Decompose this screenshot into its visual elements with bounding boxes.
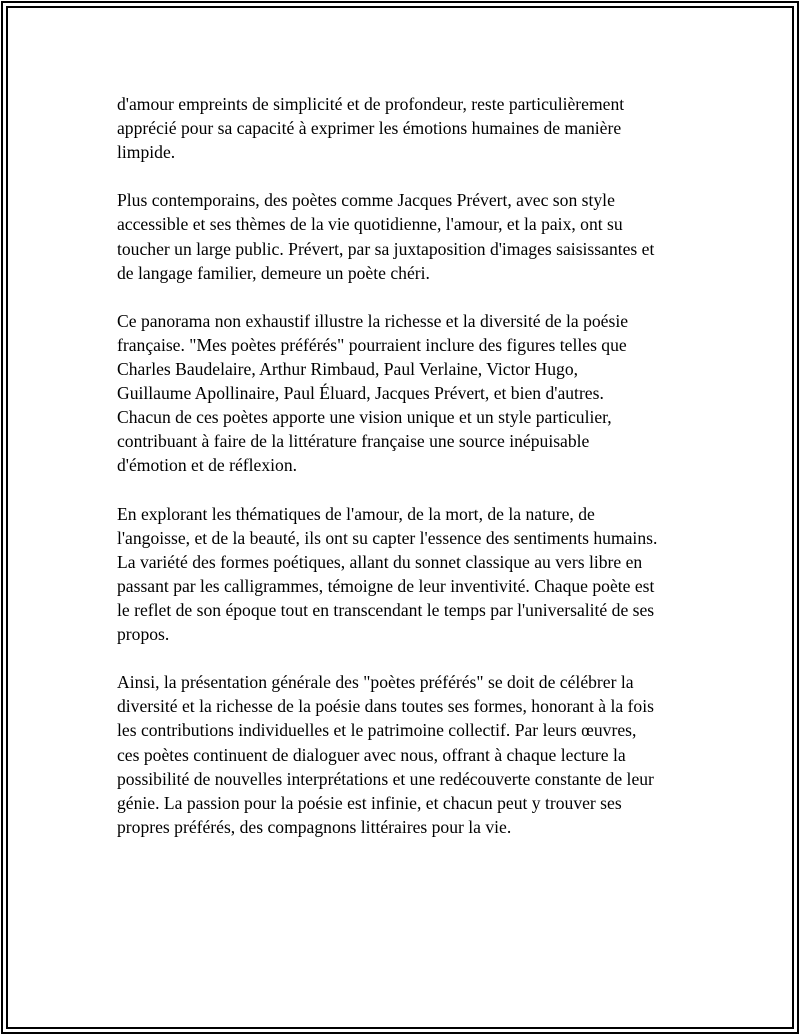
paragraph-baudelaire-conclusion [117, 92, 707, 164]
paragraph-thematiques [117, 502, 707, 647]
paragraph-prevert [117, 188, 707, 284]
text-line: propres préférés, des compagnons littéraires pour la vie. [117, 816, 512, 837]
text-line: l'angoisse, et de la beauté, ils ont su capter l'essence des sentiments humains. [117, 527, 658, 548]
paragraph-panorama [117, 309, 707, 478]
text-line: contribuant à faire de la littérature française une source inépuisable [117, 431, 590, 452]
text-line: génie. La passion pour la poésie est infinie, et chacun peut y trouver ses [117, 792, 622, 813]
text-line: La variété des formes poétiques, allant du sonnet classique au vers libre en [117, 551, 643, 572]
text-line: passant par les calligrammes, témoigne de leur inventivité. Chaque poète est [117, 575, 655, 596]
text-line: accessible et ses thèmes de la vie quotidienne, l'amour, et la paix, ont su [117, 214, 623, 235]
text-line: de langage familier, demeure un poète chéri. [117, 262, 430, 283]
text-line: Guillaume Apollinaire, Paul Éluard, Jacques Prévert, et bien d'autres. [117, 383, 604, 404]
text-line: française. "Mes poètes préférés" pourraient inclure des figures telles que [117, 334, 627, 355]
text-line: propos. [117, 624, 170, 645]
text-line: Ce panorama non exhaustif illustre la richesse et la diversité de la poésie [117, 310, 629, 331]
text-line: apprécié pour sa capacité à exprimer les émotions humaines de manière [117, 118, 622, 139]
text-line: Charles Baudelaire, Arthur Rimbaud, Paul Verlaine, Victor Hugo, [117, 359, 579, 380]
text-line: En explorant les thématiques de l'amour, de la mort, de la nature, de [117, 503, 595, 524]
text-line: possibilité de nouvelles interprétations et une redécouverte constante de leur [117, 768, 654, 789]
paragraph-conclusion [117, 670, 707, 839]
document-body [117, 92, 707, 863]
text-line: Ainsi, la présentation générale des "poètes préférés" se doit de célébrer la [117, 672, 634, 693]
text-line: diversité et la richesse de la poésie dans toutes ses formes, honorant à la fois [117, 696, 654, 717]
text-line: ces poètes continuent de dialoguer avec nous, offrant à chaque lecture la [117, 744, 626, 765]
text-line: Plus contemporains, des poètes comme Jacques Prévert, avec son style [117, 190, 615, 211]
text-line: toucher un large public. Prévert, par sa juxtaposition d'images saisissantes et [117, 238, 655, 259]
text-line: d'émotion et de réflexion. [117, 455, 298, 476]
text-line: les contributions individuelles et le patrimoine collectif. Par leurs œuvres, [117, 720, 637, 741]
text-line: le reflet de son époque tout en transcendant le temps par l'universalité de ses [117, 599, 655, 620]
text-line: d'amour empreints de simplicité et de profondeur, reste particulièrement [117, 94, 625, 114]
text-line: Chacun de ces poètes apporte une vision unique et un style particulier, [117, 407, 612, 428]
text-line: limpide. [117, 142, 176, 163]
